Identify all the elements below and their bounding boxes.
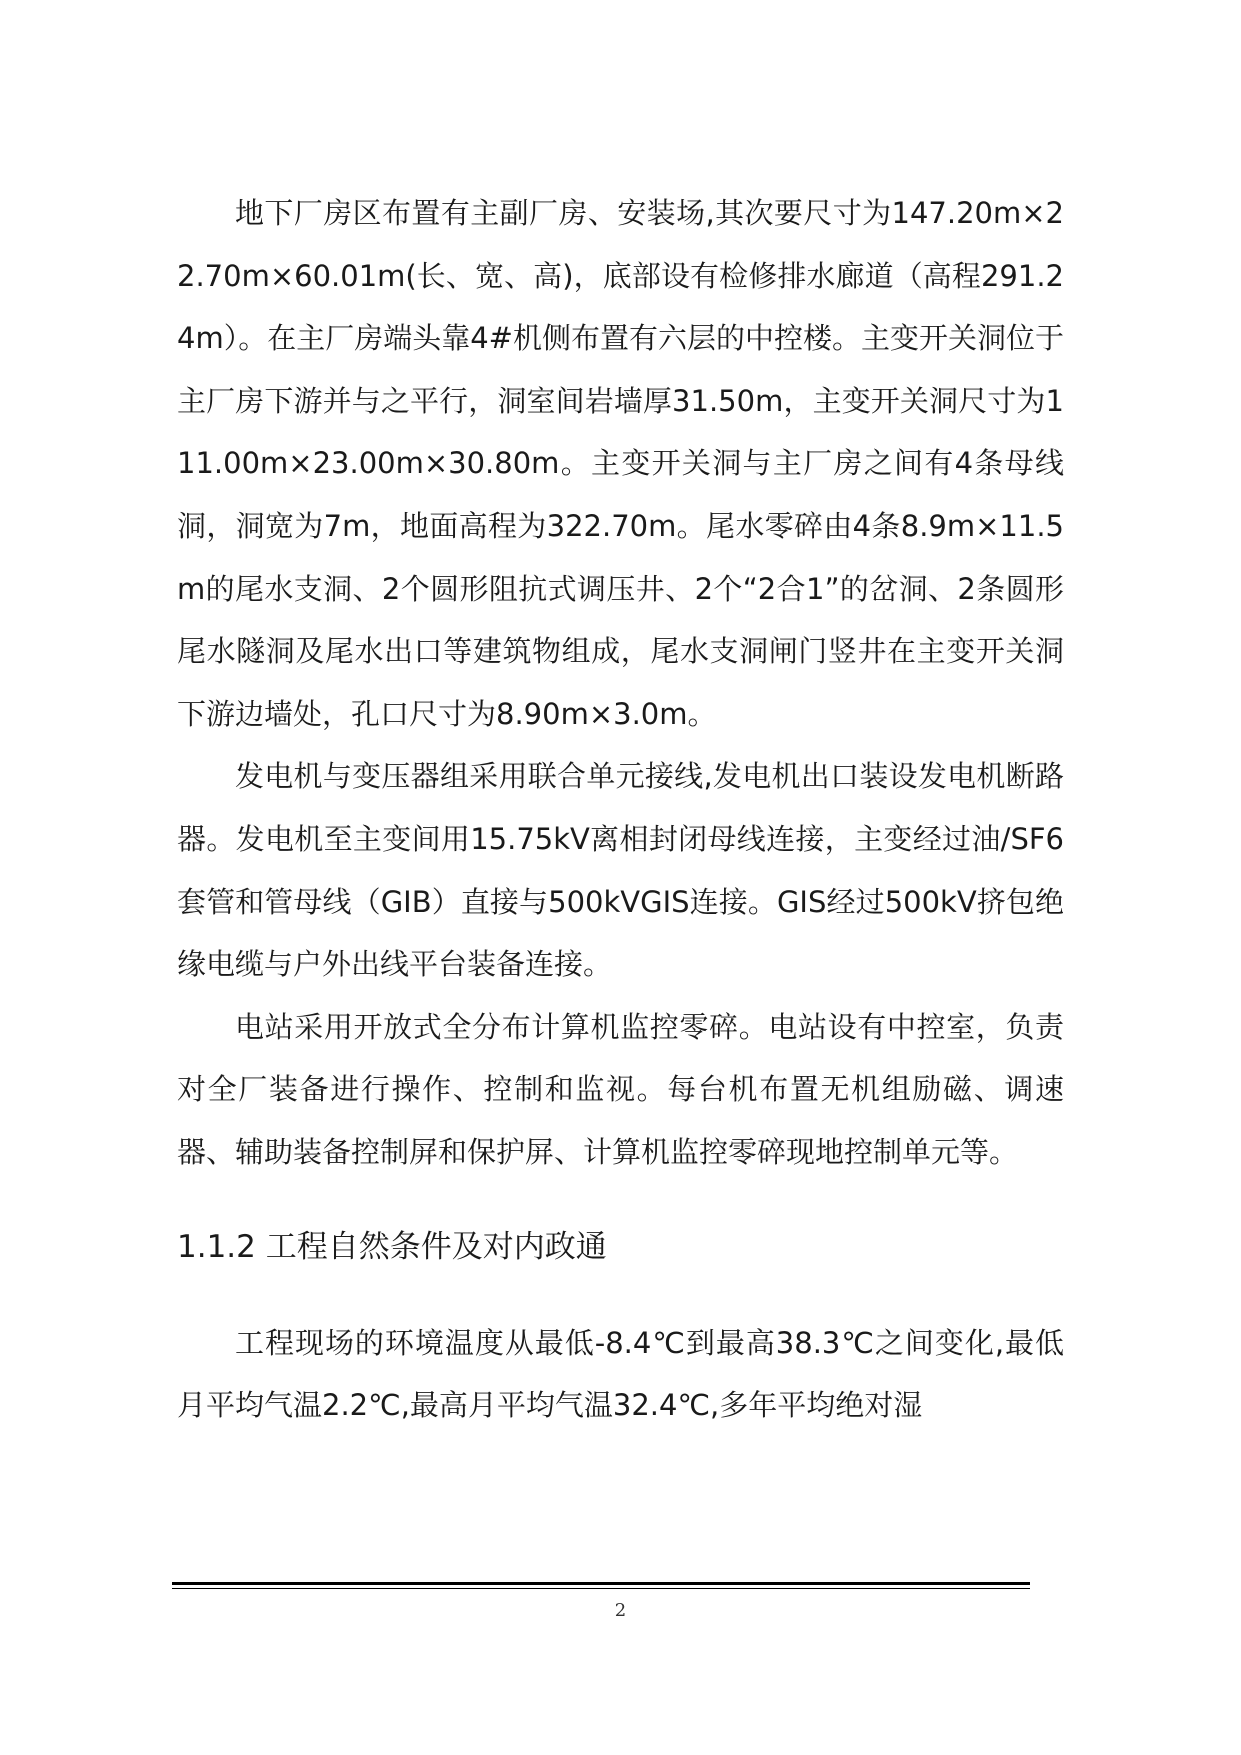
page-content (177, 182, 1064, 1437)
page-number: 2 (614, 1600, 627, 1621)
section-heading: 1.1.2 工程自然条件及对内政通 (177, 1228, 607, 1265)
footer-rule-thin (172, 1588, 1030, 1589)
paragraph-underground-powerhouse: 地下厂房区布置有主副厂房、安装场,其次要尺寸为147.20m×22.70m×60.01m(长、宽、高)，底部设有检修排水廊道（高程291.24m）。在主厂房端头靠4#机侧布置有六层的中控楼。主变开关洞位于主厂房下游并与之平行，洞室间岩墙厚31.50m，主变开关洞尺寸为111.00m×23.00m×30.80m。主变开关洞与主厂房之间有4条母线洞，洞宽为7m，地面高程为322.70m。尾水零碎由4条8.9m×11.5m的尾水支洞、2个圆形阻抗式调压井、2个“2合1”的岔洞、2条圆形尾水隧洞及尾水出口等建筑物组成，尾水支洞闸门竖井在主变开关洞下游边墙处，孔口尺寸为8.90m×3.0m。 (177, 196, 1064, 731)
paragraph-generator-transformer: 发电机与变压器组采用联合单元接线,发电机出口装设发电机断路器。发电机至主变间用15.75kV离相封闭母线连接，主变经过油/SF6套管和管母线（GIB）直接与500kVGIS连接。GIS经过500kV挤包绝缘电缆与户外出线平台装备连接。 (177, 759, 1064, 982)
paragraph-monitoring-system: 电站采用开放式全分布计算机监控零碎。电站设有中控室，负责对全厂装备进行操作、控制和监视。每台机布置无机组励磁、调速器、辅助装备控制屏和保护屏、计算机监控零碎现地控制单元等。 (177, 1009, 1064, 1169)
paragraph-natural-conditions: 工程现场的环境温度从最低-8.4℃到最高38.3℃之间变化,最低月平均气温2.2℃,最高月平均气温32.4℃,多年平均绝对湿 (177, 1325, 1064, 1423)
footer-rule-thick (172, 1582, 1030, 1585)
